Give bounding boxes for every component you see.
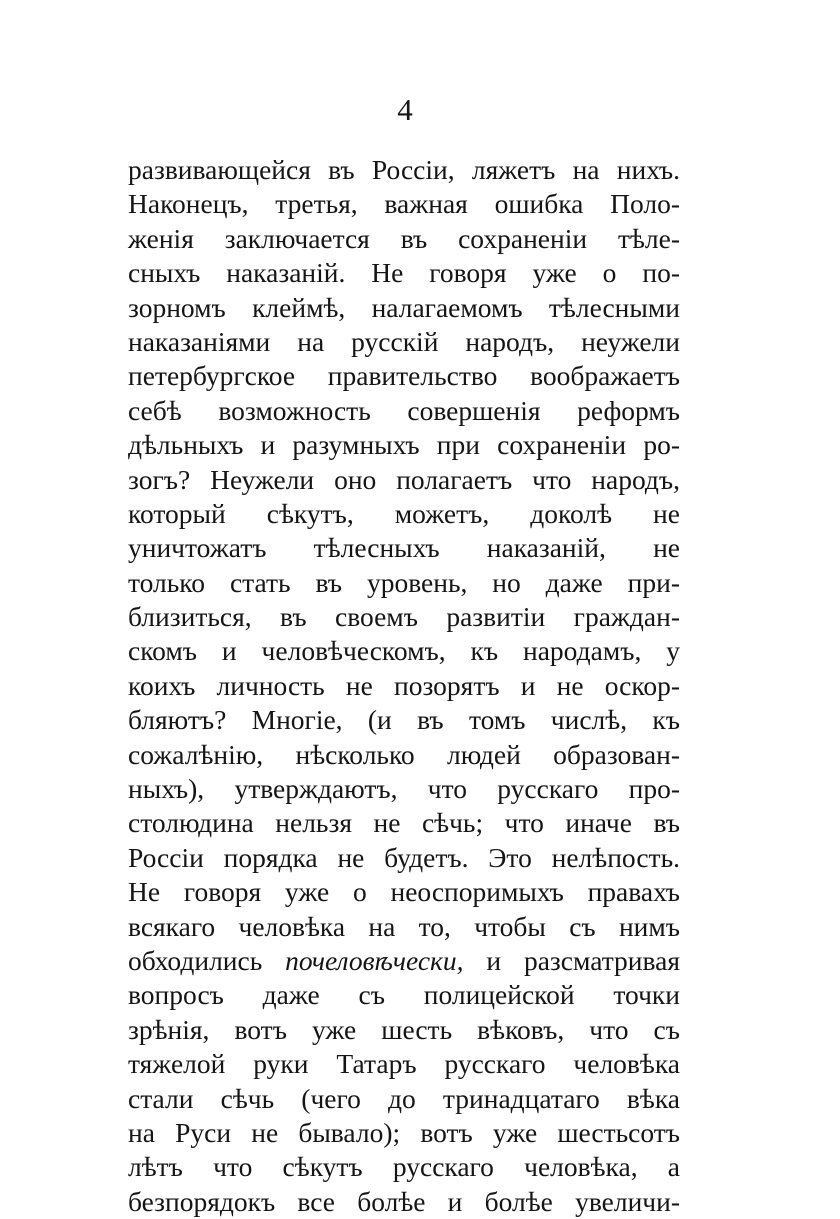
text-line: Россіи порядка не будетъ. Это нелѣпость.	[128, 841, 680, 873]
text-line: всякаго человѣка на то, чтобы съ нимъ	[128, 910, 680, 942]
text-line: тяжелой руки Татаръ русскаго человѣка	[128, 1048, 680, 1080]
text-line: наказаніями на русскій народъ, неужели	[128, 325, 680, 357]
text-line: дѣльныхъ и разумныхъ при сохраненіи ро-	[128, 429, 680, 461]
text-line: зорномъ клеймѣ, налагаемомъ тѣлесными	[128, 291, 680, 323]
text-line: вопросъ даже съ полицейской точки	[128, 979, 680, 1011]
text-line: на Руси не бывало); вотъ уже шестьсотъ	[128, 1116, 680, 1148]
text-line: развивающейся въ Россіи, ляжетъ на нихъ.	[128, 154, 680, 185]
text-line: бляютъ? Многіе, (и въ томъ числѣ, къ	[128, 704, 680, 736]
text-line: безпорядокъ все болѣе и болѣе увеличи-	[128, 1185, 680, 1217]
text-line: только стать въ уровень, но даже при-	[128, 566, 680, 598]
text-line: зрѣнія, вотъ уже шесть вѣковъ, что съ	[128, 1013, 680, 1045]
text-line: женія заключается въ сохраненіи тѣле-	[128, 222, 680, 254]
text-line-with-italic	[128, 944, 680, 978]
text-line: лѣтъ что сѣкутъ русскаго человѣка, а	[128, 1151, 680, 1183]
text-line: близиться, въ своемъ развитіи граждан-	[128, 601, 680, 633]
text-line: зогъ? Неужели оно полагаетъ что народъ,	[128, 463, 680, 495]
text-line: Наконецъ, третья, важная ошибка Поло-	[128, 188, 680, 220]
italic-word: почеловѣчески,	[285, 944, 464, 976]
text-segment: и разсматривая	[463, 944, 680, 976]
text-line: ныхъ), утверждаютъ, что русскаго про-	[128, 773, 680, 805]
text-line: петербургское правительство воображаетъ	[128, 360, 680, 392]
text-line: коихъ личность не позорятъ и не оскор-	[128, 669, 680, 701]
page-number: 4	[397, 92, 413, 127]
text-line: сныхъ наказаній. Не говоря уже о по-	[128, 257, 680, 289]
text-line: который сѣкутъ, можетъ, доколѣ не	[128, 497, 680, 529]
text-line: себѣ возможность совершенія реформъ	[128, 394, 680, 426]
text-line: уничтожатъ тѣлесныхъ наказаній, не	[128, 532, 680, 564]
text-line: стали сѣчь (чего до тринадцатаго вѣка	[128, 1082, 680, 1114]
text-line: столюдина нельзя не сѣчь; что иначе въ	[128, 807, 680, 839]
text-line: сожалѣнію, нѣсколько людей образован-	[128, 738, 680, 770]
text-line: Не говоря уже о неоспоримыхъ правахъ	[128, 876, 680, 908]
body-text	[128, 153, 680, 1219]
text-segment: обходились	[128, 944, 286, 976]
text-line: скомъ и человѣческомъ, къ народамъ, у	[128, 635, 680, 667]
